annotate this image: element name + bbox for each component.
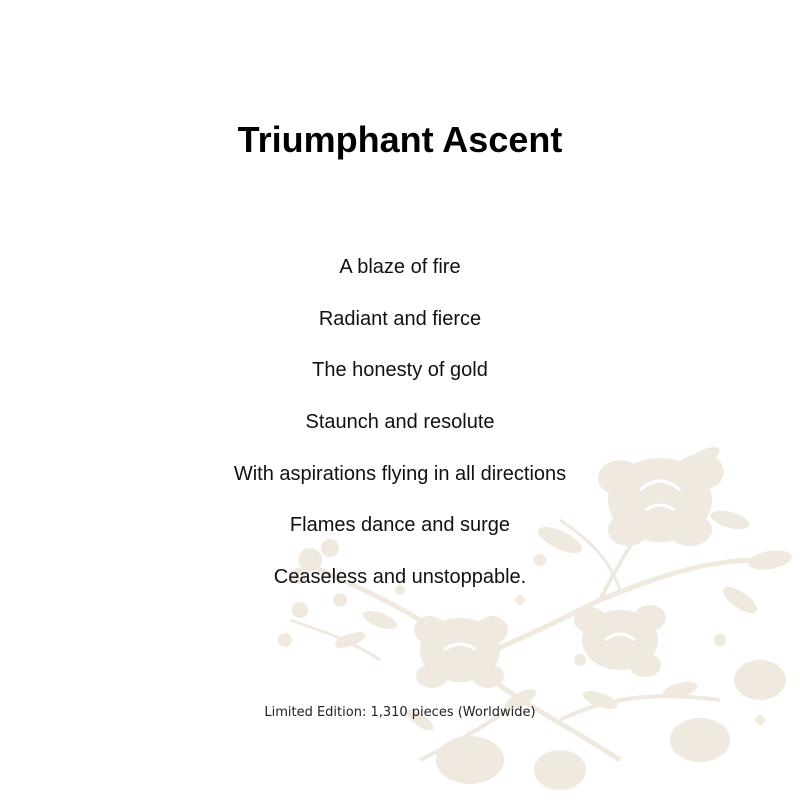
poem-line: With aspirations flying in all directions (233, 462, 567, 485)
poem-line: Flames dance and surge (289, 514, 511, 537)
poem-title: Triumphant Ascent (237, 119, 563, 160)
poem-line: Radiant and fierce (318, 307, 482, 330)
limited-edition-note: Limited Edition: 1,310 pieces (Worldwide) (264, 705, 536, 720)
poem-line: A blaze of fire (339, 256, 461, 278)
poem-line: The honesty of gold (312, 359, 488, 382)
poem-line: Staunch and resolute (305, 411, 495, 434)
poem-lines (0, 250, 800, 612)
poem-line: Ceaseless and unstoppable. (273, 566, 527, 589)
